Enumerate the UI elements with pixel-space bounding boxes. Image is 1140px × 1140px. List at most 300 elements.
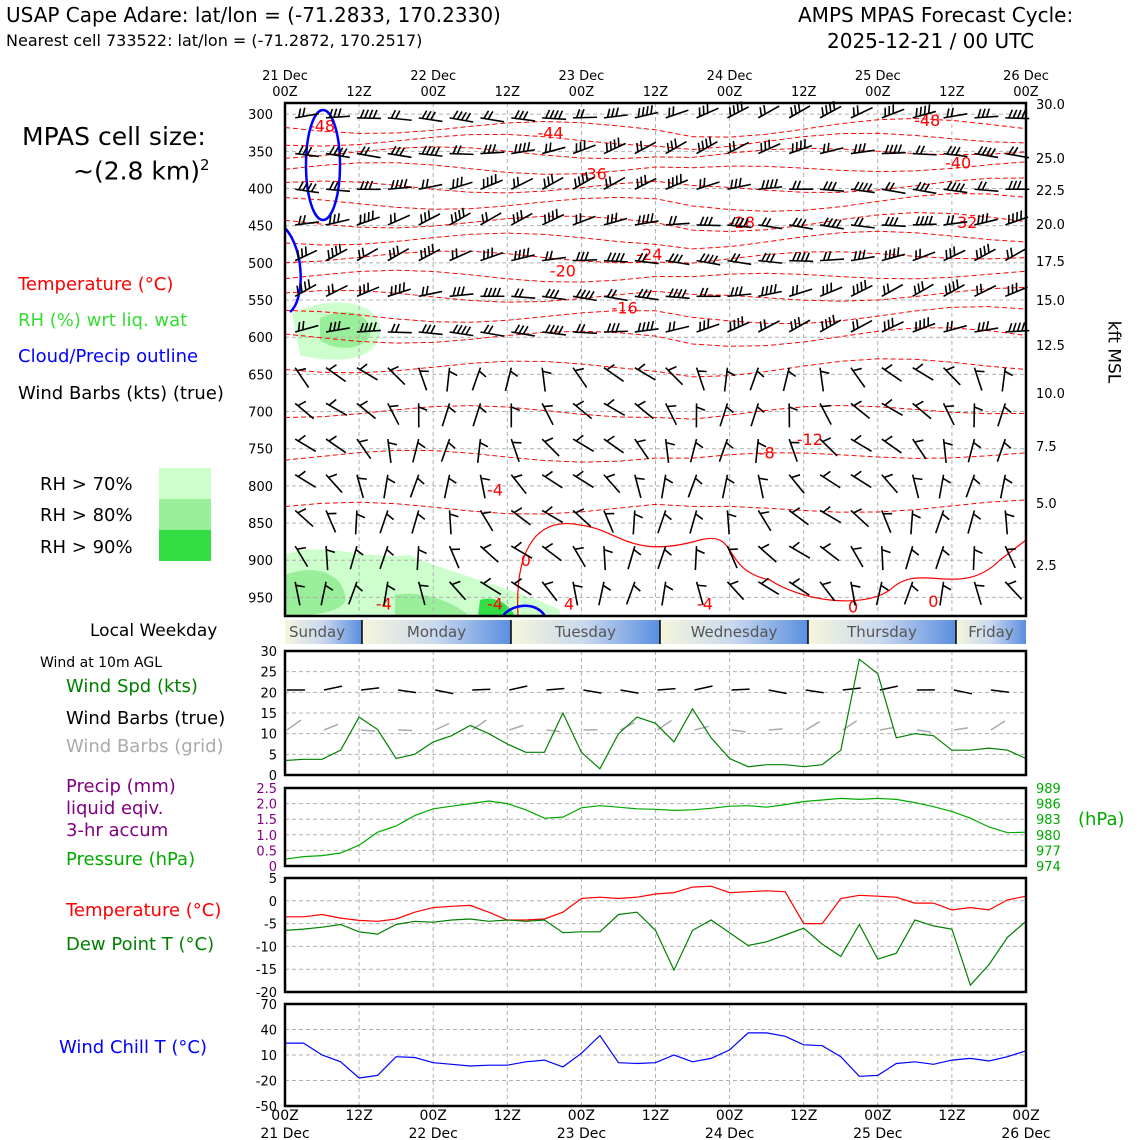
wind-barb-flag (792, 542, 799, 548)
wind-barb-flag (974, 550, 982, 554)
time-tick-bottom-date: 22 Dec (408, 1126, 458, 1140)
wind-barb-flag (616, 323, 619, 331)
sfc-wind-barb-grid (546, 730, 560, 732)
y-tick-label: -20 (255, 986, 277, 1001)
wind-barb-flag (607, 289, 612, 297)
legend-wind-barbs-true: Wind Barbs (true) (66, 708, 226, 729)
wind-barb-flag (775, 284, 777, 293)
pressure-tick-label: 977 (1036, 844, 1061, 860)
wind-barb (442, 439, 450, 462)
time-tick-top-date: 26 Dec (1003, 69, 1049, 84)
wind-barb-flag (399, 284, 400, 293)
wind-barb-flag (422, 324, 426, 332)
wind-barb (723, 475, 728, 499)
wind-barb-flag (762, 287, 764, 296)
temperature-contour-label: -8 (758, 443, 775, 463)
pressure-tick-label: 974 (1036, 860, 1061, 875)
wind-barb-flag (770, 285, 772, 294)
wind-barb-field (295, 101, 1029, 606)
wind-barb-flag (637, 143, 638, 152)
wind-barb-flag (943, 478, 951, 483)
wind-barb-flag (388, 443, 397, 445)
wind-barb-flag (863, 143, 865, 152)
wind-barb-flag (647, 290, 651, 298)
wind-barb-flag (916, 108, 917, 117)
wind-barb-flag (612, 253, 616, 261)
legend-wind-chill: Wind Chill T (°C) (59, 1037, 207, 1058)
pressure-tick-label: 550 (248, 294, 273, 310)
wind-barb-flag (329, 436, 336, 441)
y-tick-label: 0 (268, 860, 277, 875)
wind-barb-flag (606, 179, 607, 188)
pressure-tick-label: 980 (1036, 828, 1061, 844)
wind-barb-flag (427, 325, 431, 333)
wind-barb-flag (360, 364, 367, 370)
sfc-wind-barb-grid (509, 725, 523, 730)
wind-barb-flag (637, 179, 638, 188)
wind-barb-flag (515, 251, 516, 260)
wind-barb-flag (762, 180, 764, 189)
wind-barb-flag (947, 108, 949, 117)
wind-barb-flag (986, 213, 987, 222)
wind-barb-flag (929, 104, 930, 113)
wind-barb-flag (854, 435, 861, 441)
wind-barb-flag (947, 216, 949, 225)
kft-tick-label: 15.0 (1036, 294, 1065, 309)
wind-barb-flag (859, 182, 863, 190)
wind-barb-flag (700, 179, 701, 188)
temperature-contour-label: -36 (580, 164, 607, 184)
wind-barb-flag (731, 287, 733, 296)
wind-barb-flag (305, 281, 306, 290)
kft-tick-label: 20.0 (1036, 218, 1065, 233)
wind-barb-flag (391, 286, 392, 295)
wind-barb-flag (884, 286, 885, 295)
wind-barb-flag (638, 216, 640, 225)
wind-barb-flag (297, 548, 306, 550)
wind-barb-flag (912, 550, 919, 556)
wind-barb-flag (956, 183, 960, 191)
time-tick-top-hour: 00Z (865, 85, 891, 100)
wind-barb-flag (607, 436, 614, 441)
wind-barb-flag (669, 322, 670, 331)
wind-barb-flag (946, 367, 954, 371)
wind-barb-flag (885, 217, 889, 225)
cell-size-title: MPAS cell size: (22, 122, 206, 151)
wind-barb-flag (451, 214, 452, 223)
wind-barb-flag (974, 407, 982, 410)
wind-barb-flag (514, 542, 521, 548)
wind-barb-flag (667, 143, 668, 152)
wind-barb-flag (577, 252, 580, 260)
wind-barb-flag (362, 248, 363, 257)
wind-barb-flag (920, 107, 921, 116)
wind-barb-flag (518, 177, 519, 186)
wind-barb-flag (709, 217, 712, 225)
wind-barb-flag (826, 319, 827, 328)
wind-barb-flag (637, 440, 646, 442)
wind-barb-flag (607, 215, 608, 224)
wind-barb-flag (299, 108, 301, 117)
y-tick-label: 2.0 (256, 797, 277, 813)
wind-barb (751, 403, 758, 426)
time-tick-bottom-hour: 12Z (641, 1108, 670, 1124)
sfc-wind-barb-grid (880, 727, 894, 730)
wind-barb-flag (484, 288, 487, 296)
wind-barb-flag (946, 250, 947, 259)
y-tick-label: 70 (260, 998, 277, 1013)
wind-barb-flag (730, 143, 731, 152)
y-tick-label: 25 (260, 665, 277, 681)
wind-barb-flag (614, 139, 615, 148)
pressure-tick-label: 750 (248, 442, 273, 458)
pressure-unit-label: (hPa) (1078, 809, 1125, 830)
wind-barb-flag (453, 179, 454, 188)
wind-barb-flag (651, 105, 652, 114)
wind-barb-flag (673, 254, 678, 262)
wind-barb-flag (1013, 323, 1016, 332)
wind-barb-flag (340, 244, 341, 253)
wind-barb-flag (791, 107, 792, 116)
wind-barb-flag (669, 253, 674, 261)
pressure-tick-label: 950 (248, 591, 273, 607)
wind-barb-flag (760, 321, 761, 330)
wind-barb (505, 368, 511, 391)
wind-barb-flag (427, 111, 431, 119)
wind-barb-flag (762, 218, 767, 226)
wind-barb-flag (912, 514, 920, 518)
sfc-wind-barb-true (472, 689, 490, 690)
wind-barb-flag (922, 281, 923, 290)
wind-barb-flag (830, 103, 831, 112)
wind-barb-flag (612, 323, 615, 331)
wind-barb-flag (391, 146, 396, 154)
wind-barb-flag (770, 254, 774, 262)
wind-barb-flag (550, 143, 551, 152)
kft-tick-label: 17.5 (1036, 255, 1065, 270)
wind-barb-flag (951, 108, 953, 117)
wind-barb-flag (638, 364, 645, 370)
legend-wind-speed: Wind Spd (kts) (66, 676, 198, 697)
wind-barb-flag (390, 367, 398, 371)
wind-barb-flag (914, 286, 915, 295)
y-tick-label: 30 (260, 645, 277, 660)
sfc-wind-barb-true (843, 688, 861, 690)
wind-barb-flag (418, 550, 426, 554)
wind-barb-flag (775, 179, 777, 188)
kft-tick-label: 10.0 (1036, 387, 1065, 402)
wind-barb-flag (396, 180, 398, 189)
wind-barb-flag (486, 212, 487, 221)
wind-barb-flag (461, 177, 462, 186)
wind-barb-flag (329, 365, 336, 370)
sfc-wind-barb-true (732, 689, 750, 690)
wind-barb-flag (651, 321, 653, 330)
pressure-line (285, 798, 1026, 859)
y-tick-label: 40 (260, 1023, 277, 1039)
wind-barb-flag (665, 585, 673, 590)
temperature-contour-label: -28 (728, 212, 756, 232)
wind-barb-flag (636, 478, 645, 479)
wind-barb-flag (916, 146, 920, 154)
wind-barb-flag (429, 246, 430, 255)
wind-barb-flag (852, 585, 861, 587)
sfc-wind-barb-grid (732, 730, 746, 732)
wind-barb-flag (925, 216, 928, 224)
wind-barb-flag (978, 146, 983, 154)
wind-barb-flag (882, 550, 891, 553)
wind-barb-flag (918, 283, 919, 292)
wind-barb-flag (517, 212, 518, 221)
wind-barb-flag (978, 215, 979, 224)
wind-barb-flag (336, 246, 337, 255)
wind-barb (604, 475, 620, 493)
wind-barb-flag (330, 181, 334, 189)
time-tick-top-hour: 00Z (272, 85, 298, 100)
wind-barb-flag (589, 291, 594, 299)
kft-tick-label: 12.5 (1036, 339, 1065, 354)
weekday-label: Local Weekday (90, 621, 218, 641)
wind-barb-flag (857, 284, 858, 293)
model-title: AMPS MPAS Forecast Cycle: (798, 3, 1074, 27)
wind-barb-flag (791, 321, 792, 330)
wind-barb-flag (828, 143, 829, 152)
y-tick-label: 15 (260, 707, 277, 722)
wind-barb-flag (418, 514, 425, 519)
wind-barb (789, 546, 810, 558)
wind-barb-flag (497, 288, 500, 296)
wind-barb (447, 368, 450, 392)
wind-barb-flag (404, 282, 405, 291)
wind-barb-flag (731, 253, 736, 261)
wind-barb-flag (1009, 181, 1012, 189)
kft-tick-label: 22.5 (1036, 184, 1065, 199)
wind-barb-flag (457, 112, 462, 120)
wind-barb-flag (1018, 181, 1021, 189)
wind-barb-flag (616, 213, 617, 222)
legend-sfc-temperature: Temperature (°C) (66, 900, 222, 921)
wind-barb-flag (488, 326, 493, 334)
wind-barb-flag (422, 287, 423, 296)
wind-barb-flag (1004, 442, 1011, 448)
wind-barb-flag (514, 179, 515, 188)
wind-barb (573, 439, 594, 451)
kft-tick-label: 7.5 (1036, 440, 1057, 455)
time-tick-bottom-hour: 00Z (567, 1108, 596, 1124)
sfc-wind-barb-true (509, 686, 527, 690)
wind-barb-flag (575, 369, 584, 371)
wind-barb-flag (457, 325, 462, 333)
y-tick-label: 5 (268, 872, 277, 887)
wind-barb-flag (604, 550, 613, 553)
y-tick-label: 2.5 (256, 782, 277, 797)
wind-barb-flag (519, 143, 521, 152)
wind-barb-flag (455, 212, 456, 221)
wind-barb-flag (709, 255, 714, 263)
wind-barb-flag (762, 253, 766, 261)
wind-barb-flag (482, 512, 491, 514)
wind-barb-flag (915, 440, 924, 442)
wind-barb-flag (859, 218, 863, 226)
wind-barb-flag (421, 250, 422, 259)
wind-barb-flag (523, 326, 528, 334)
legend-cloud-precip: Cloud/Precip outline (18, 346, 199, 367)
wind-barb-flag (898, 145, 901, 153)
wind-barb-flag (887, 284, 888, 293)
wind-barb-flag (854, 217, 858, 225)
wind-barb-flag (976, 250, 977, 259)
wind-barb-flag (332, 248, 333, 257)
wind-barb-flag (733, 141, 734, 150)
wind-barb (719, 439, 727, 462)
wind-barb-flag (924, 106, 925, 115)
wind-barb-flag (574, 585, 583, 587)
wind-barb-flag (429, 210, 430, 219)
time-tick-bottom-hour: 12Z (493, 1108, 522, 1124)
y-tick-label: -5 (264, 917, 277, 933)
wind-barb-flag (559, 111, 563, 119)
legend-rh: RH (%) wrt liq. wat (18, 310, 188, 331)
wind-barb-flag (585, 252, 588, 260)
temperature-contour-label: 4 (563, 594, 575, 614)
time-tick-top-date: 25 Dec (854, 69, 901, 84)
pressure-tick-label: 450 (248, 219, 273, 235)
weekday-label-monday: Monday (406, 623, 467, 641)
wind-barb-flag (1005, 478, 1013, 483)
station-title: USAP Cape Adare: lat/lon = (-71.2833, 170.2330) (6, 3, 501, 27)
wind-barb-flag (479, 371, 486, 377)
sfc-wind-barb-true (361, 688, 379, 690)
rh80-label: RH > 80% (40, 505, 133, 526)
wind-barb-flag (1006, 514, 1015, 517)
wind-barb (573, 475, 593, 488)
legend-precip-1: Precip (mm) (66, 776, 176, 797)
wind-barb-flag (770, 179, 772, 188)
y-tick-label: 10 (260, 727, 277, 743)
kft-tick-label: 2.5 (1036, 559, 1057, 574)
wind-barb-flag (638, 401, 646, 405)
wind-barb-flag (425, 248, 426, 257)
wind-barb-flag (914, 478, 923, 479)
wind-barb-flag (978, 109, 981, 118)
legend-temperature: Temperature (°C) (18, 274, 174, 295)
time-tick-top-hour: 12Z (346, 85, 372, 100)
wind-barb-flag (545, 438, 553, 442)
wind-barb-flag (853, 368, 862, 370)
wind-barb-flag (671, 141, 672, 150)
wind-barb-flag (795, 105, 796, 114)
wind-barb-flag (976, 371, 985, 372)
wind-barb-flag (306, 246, 307, 255)
wind-barb-flag (358, 478, 367, 479)
wind-barb-flag (890, 183, 895, 191)
wind-barb-flag (916, 216, 919, 224)
wind-barb-flag (854, 144, 856, 153)
wind-barb-flag (916, 364, 923, 370)
temperature-contour-label: -40 (945, 153, 972, 173)
wind-barb-flag (425, 212, 426, 221)
sfc-wind-barb-grid (472, 720, 486, 730)
wind-barb-flag (519, 289, 523, 297)
wind-barb-flag (635, 514, 643, 518)
wind-barb-flag (544, 582, 553, 585)
pressure-tick-label: 700 (248, 405, 273, 421)
wind-barb-flag (462, 326, 467, 334)
y-tick-label: 5 (268, 748, 277, 764)
wind-barb-flag (641, 177, 642, 186)
wind-barb (380, 510, 388, 533)
wind-barb-flag (334, 214, 335, 223)
wind-barb-flag (606, 474, 614, 477)
wind-barb-flag (575, 548, 584, 549)
time-tick-bottom-hour: 12Z (789, 1108, 818, 1124)
wind-barb-flag (607, 109, 609, 118)
wind-barb-flag (982, 109, 985, 118)
wind-barb-flag (576, 471, 583, 476)
wind-barb (357, 368, 378, 380)
wind-barb-flag (884, 474, 892, 477)
wind-barb-flag (954, 246, 955, 255)
wind-barb-flag (700, 254, 705, 262)
surface-temperature-line (285, 886, 1026, 923)
legend-precip-2: liquid eqiv. (66, 798, 164, 819)
wind-barb-flag (643, 107, 644, 116)
wind-barb-flag (338, 108, 341, 117)
kft-axis-label: kft MSL (1103, 320, 1124, 384)
wind-barb-flag (576, 401, 584, 405)
wind-barb-flag (766, 180, 768, 189)
y-tick-label: 1.0 (256, 828, 277, 844)
wind-barb-flag (764, 319, 765, 328)
wind-barb-flag (1008, 581, 1016, 584)
time-tick-top-date: 21 Dec (262, 69, 308, 84)
wind-barb-flag (700, 217, 703, 225)
wind-barb-flag (987, 108, 990, 117)
wind-barb-flag (545, 214, 546, 223)
wind-barb-flag (1022, 322, 1025, 331)
wind-barb-flag (791, 475, 800, 478)
wind-barb-flag (854, 471, 861, 476)
wind-barb-flag (1009, 323, 1012, 332)
wind-barb-flag (297, 286, 298, 295)
nearest-cell-line: Nearest cell 733522: lat/lon = (-71.2872, 170.2517) (6, 31, 423, 50)
weekday-label-tuesday: Tuesday (554, 623, 617, 641)
sfc-wind-barb-grid (954, 728, 968, 730)
wind-barb-flag (302, 248, 303, 257)
legend-precip-3: 3-hr accum (66, 820, 169, 841)
wind-barb-flag (328, 474, 336, 477)
wind-barb-flag (915, 401, 923, 405)
wind-barb-flag (426, 286, 427, 295)
wind-barb-flag (638, 108, 639, 117)
time-tick-bottom-date: 21 Dec (260, 1126, 310, 1140)
wind-barb-flag (894, 248, 895, 257)
wind-barb-flag (357, 514, 365, 518)
wind-barb-flag (612, 214, 613, 223)
wind-barb-flag (892, 318, 893, 327)
wind-barb-flag (556, 209, 557, 218)
wind-barb-flag (651, 213, 653, 222)
wind-barb-flag (299, 146, 303, 154)
time-tick-top-date: 22 Dec (410, 69, 457, 84)
wind-barb-flag (387, 514, 394, 520)
wind-barb-flag (792, 579, 799, 584)
sfc-wind-barb-grid (324, 724, 338, 730)
wind-barb-flag (618, 138, 619, 147)
wind-barb-flag (620, 253, 624, 261)
pressure-tick-label: 350 (248, 145, 273, 161)
pressure-tick-label: 983 (1036, 813, 1061, 829)
